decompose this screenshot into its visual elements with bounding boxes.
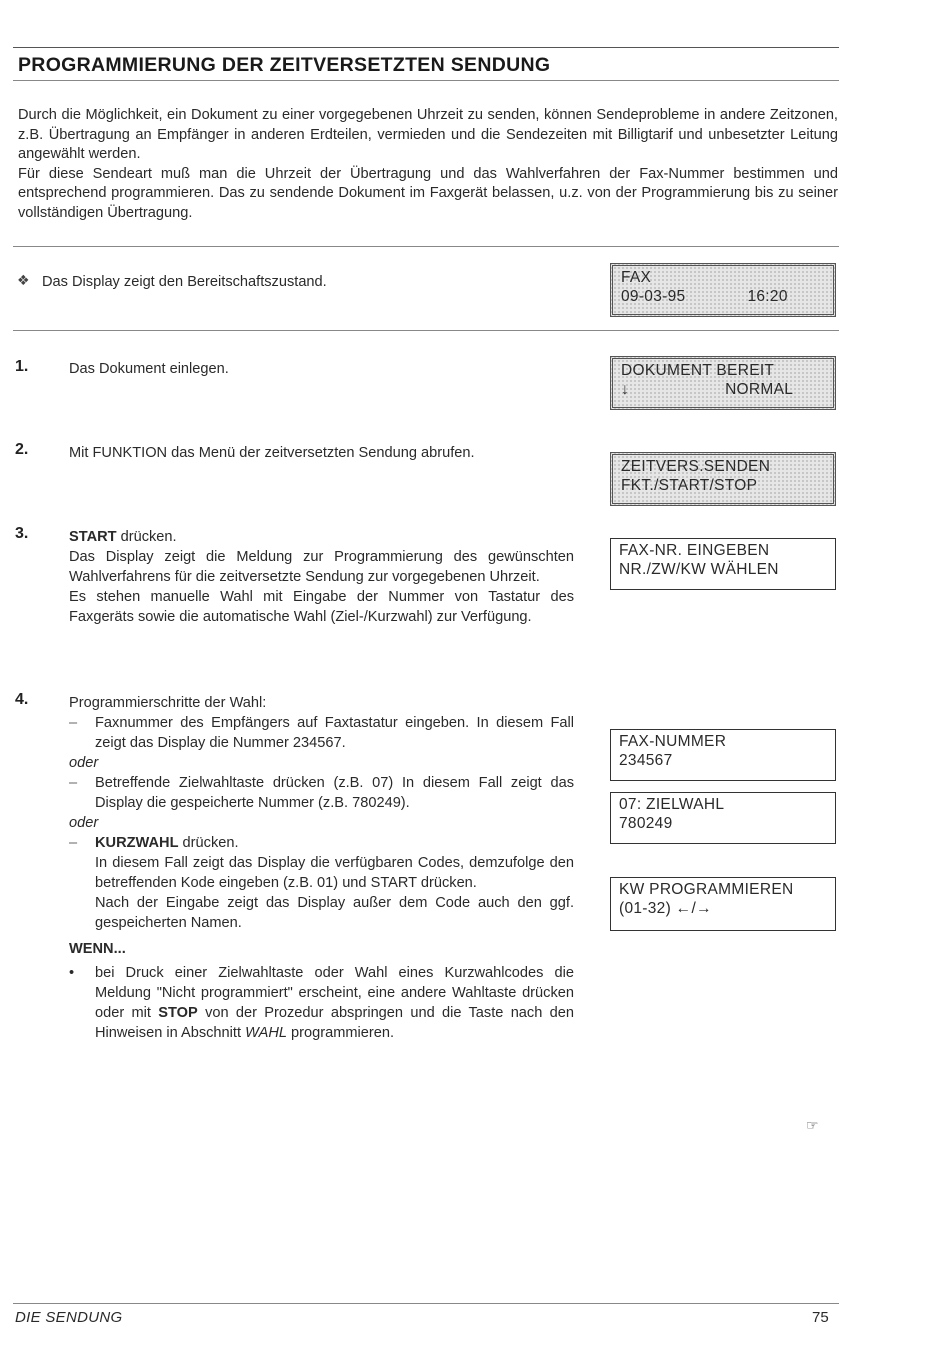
intro-paragraph-2: Für diese Sendeart muß man die Uhrzeit der Übertragung und das Wahlverfahren der Fax-Nummer bestimmen und entsprechend programmieren. Das zu sendende Dokument im Faxgerät belassen, u.z. von der Programmierung bis zu seiner vollständigen Übertragung. bbox=[18, 165, 838, 221]
display-line-2: FKT./START/STOP bbox=[621, 477, 758, 494]
display-line-2 bbox=[621, 380, 833, 399]
display-line-2 bbox=[621, 287, 833, 306]
kurzwahl-key-label: KURZWAHL bbox=[95, 835, 179, 851]
step-1-text: Das Dokument einlegen. bbox=[69, 361, 229, 377]
display-line-1: FAX bbox=[621, 269, 652, 286]
diamond-bullet-icon: ❖ bbox=[17, 272, 30, 288]
step-1-display bbox=[610, 356, 836, 410]
intro-paragraph-1: Durch die Möglichkeit, ein Dokument zu einer vorgegebenen Uhrzeit zu senden, können Sendeprobleme in andere Zeitzonen, z.B. Übertragung an Empfänger in anderen Erdteilen, vermieden und die Sendezeiten mit Billigtarif und unbesetzter Leitung angewählt werden. bbox=[18, 107, 838, 162]
page-title: PROGRAMMIERUNG DER ZEITVERSETZTEN SENDUNG bbox=[18, 54, 551, 76]
oder-label: oder bbox=[69, 815, 99, 831]
display-line-1: DOKUMENT BEREIT bbox=[621, 362, 775, 379]
title-underline bbox=[13, 80, 839, 81]
display-line-1: 07: ZIELWAHL bbox=[619, 796, 725, 813]
step-3-paragraph-2: Das Display zeigt die Meldung zur Programmierung des gewünschten Wahlverfahrens für die zeitversetzte Sendung zur vorgegebenen Uhrzeit. bbox=[69, 549, 574, 585]
list-item: – KURZWAHL drücken. bbox=[69, 835, 239, 851]
display-date: 09-03-95 bbox=[621, 288, 686, 305]
display-line-2: 780249 bbox=[619, 815, 673, 832]
step-number: 2. bbox=[15, 441, 29, 458]
kurzwahl-paragraph-2: Nach der Eingabe zeigt das Display außer dem Code auch den ggf. gespeicherten Namen. bbox=[95, 895, 574, 931]
step-2-display bbox=[610, 452, 836, 506]
footer-rule bbox=[13, 1303, 839, 1304]
kurzwahl-display bbox=[610, 877, 836, 931]
list-item: – Betreffende Zielwahltaste drücken (z.B. 07) In diesem Fall zeigt das Display die gespeicherte Nummer (z.B. 780249). bbox=[69, 775, 574, 811]
fax-number-display bbox=[610, 729, 836, 781]
display-mode: NORMAL bbox=[725, 381, 794, 398]
section-divider bbox=[13, 330, 839, 331]
step-4-intro: Programmierschritte der Wahl: bbox=[69, 695, 267, 711]
display-line-1: FAX-NR. EINGEBEN bbox=[619, 542, 770, 559]
wenn-heading: WENN... bbox=[69, 941, 126, 957]
display-line-2: 234567 bbox=[619, 752, 673, 769]
standby-text: Das Display zeigt den Bereitschaftszustand. bbox=[42, 274, 327, 290]
display-line-2: (01-32) ←/→ bbox=[619, 900, 712, 917]
list-item: • bei Druck einer Zielwahltaste oder Wahl eines Kurzwahlcodes die Meldung "Nicht programmiert" erscheint, eine andere Wahltaste drücken oder mit STOP von der Prozedur abspringen und die Taste nach den Hinweisen in Abschnitt WAHL programmieren. bbox=[69, 965, 574, 1041]
footer-section: DIE SENDUNG bbox=[15, 1309, 123, 1326]
top-rule bbox=[13, 47, 839, 48]
section-divider bbox=[13, 246, 839, 247]
step-4-text bbox=[69, 693, 574, 1043]
display-line-1: KW PROGRAMMIEREN bbox=[619, 881, 794, 898]
down-arrow-icon: ↓ bbox=[621, 381, 630, 398]
step-number: 3. bbox=[15, 525, 29, 542]
zielwahl-display bbox=[610, 792, 836, 844]
display-line-1: FAX-NUMMER bbox=[619, 733, 727, 750]
step-number: 1. bbox=[15, 358, 29, 375]
start-key-label: START bbox=[69, 529, 117, 545]
step-number: 4. bbox=[15, 691, 29, 708]
page-number: 75 bbox=[812, 1309, 829, 1326]
step-2-text: Mit FUNKTION das Menü der zeitversetzten Sendung abrufen. bbox=[69, 445, 475, 461]
standby-display bbox=[610, 263, 836, 317]
pointing-hand-icon: ☞ bbox=[806, 1117, 819, 1133]
display-line-2: NR./ZW/KW WÄHLEN bbox=[619, 561, 779, 578]
kurzwahl-paragraph-1: In diesem Fall zeigt das Display die verfügbaren Codes, demzufolge den betreffenden Kode eingeben (z.B. 01) und START drücken. bbox=[95, 855, 574, 891]
display-line-1: ZEITVERS.SENDEN bbox=[621, 458, 771, 475]
step-3-paragraph-3: Es stehen manuelle Wahl mit Eingabe der Nummer von Tastatur des Faxgeräts sowie die automatische Wahl (Ziel-/Kurzwahl) zur Verfügung. bbox=[69, 589, 574, 625]
list-item: – Faxnummer des Empfängers auf Faxtastatur eingeben. In diesem Fall zeigt das Display die Nummer 234567. bbox=[69, 715, 574, 751]
step-3-display bbox=[610, 538, 836, 590]
step-3-text bbox=[69, 527, 574, 627]
step-3-line-1: START drücken. bbox=[69, 529, 177, 545]
intro-text bbox=[18, 106, 838, 223]
display-time: 16:20 bbox=[747, 288, 788, 305]
oder-label: oder bbox=[69, 755, 99, 771]
